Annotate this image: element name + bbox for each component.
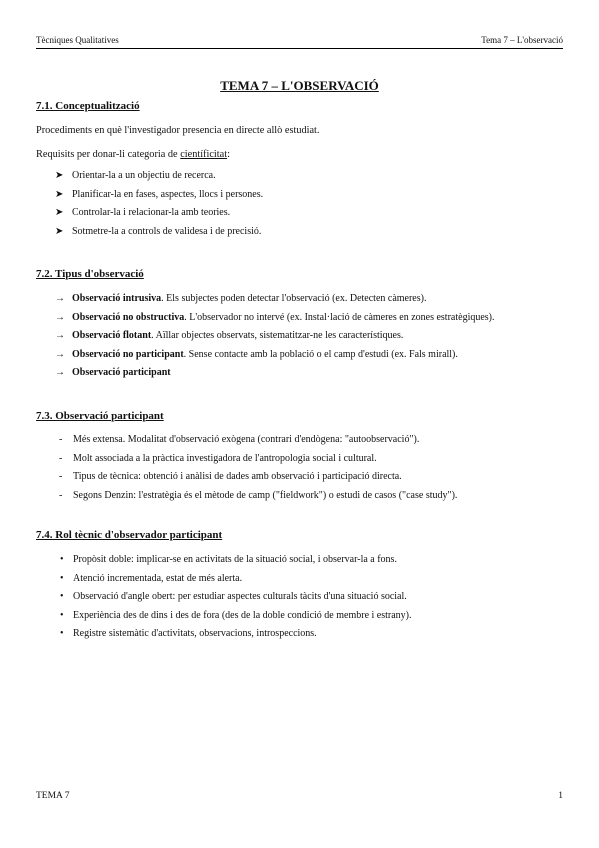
dash-bullet-icon: - [59, 434, 63, 445]
bullet-icon: • [60, 628, 64, 639]
list-item-text: Segons Denzin: l'estratègia és el mètode de camp ("fieldwork") o estudi de casos ("case study"). [73, 489, 458, 501]
header-left: Tècniques Qualitatives [36, 35, 119, 45]
dash-bullet-icon: - [59, 452, 63, 464]
section-heading-conceptualitzacio: 7.1. Conceptualització [36, 100, 140, 112]
section-1-paragraph-1: Procediments en què l'investigador presencia en directe allò estudiat. [36, 125, 320, 136]
page-title: TEMA 7 – L'OBSERVACIÓ [220, 78, 379, 93]
right-arrow-icon: → [55, 330, 65, 341]
term: Observació no obstructiva [72, 311, 185, 323]
term: Observació no participant [72, 348, 184, 360]
footer-left: TEMA 7 [36, 791, 70, 801]
list-item-text [72, 292, 426, 306]
list-item-text: Atenció incrementada, estat de més alerta. [73, 572, 243, 584]
list-item-text [72, 329, 403, 343]
section-heading-rol-tecnic: 7.4. Rol tècnic d'observador participant [36, 529, 223, 541]
definition: . Aïllar objectes observats, sistematitzar-ne les característiques. [151, 330, 404, 341]
arrowhead-bullet-icon: ➤ [55, 207, 64, 218]
term: Observació participant [72, 367, 171, 378]
dash-bullet-icon: - [59, 489, 63, 501]
page-number: 1 [558, 791, 563, 801]
list-item-text: Observació d'angle obert: per estudiar aspectes culturals tàcits d'una situació social. [73, 591, 407, 602]
right-arrow-icon: → [55, 293, 65, 304]
list-item-text: Tipus de tècnica: obtenció i anàlisi de dades amb observació i participació directa. [73, 471, 402, 482]
list-item-text: Més extensa. Modalitat d'observació exògena (contrari d'endògena: "autoobservació"). [73, 434, 420, 445]
list-item-text [72, 348, 458, 362]
bullet-icon: • [60, 609, 64, 621]
right-arrow-icon: → [55, 311, 65, 323]
list-item-text: Registre sistemàtic d'activitats, observacions, introspeccions. [73, 628, 317, 639]
definition: . Els subjectes poden detectar l'observació (ex. Detecten càmeres). [161, 293, 427, 304]
page-footer [36, 791, 563, 801]
bullet-icon: • [60, 591, 64, 602]
list-item-text: Orientar-la a un objectiu de recerca. [72, 170, 216, 181]
list-item-text: Sotmetre-la a controls de validesa i de precisió. [72, 225, 262, 237]
list-item-text: Propòsit doble: implicar-se en activitats de la situació social, i observar-la a fons. [73, 554, 397, 565]
list-item-text: Controlar-la i relacionar-la amb teories. [72, 207, 231, 218]
arrowhead-bullet-icon: ➤ [55, 188, 64, 200]
section-1-paragraph-2 [36, 149, 230, 160]
bullet-icon: • [60, 554, 64, 565]
arrowhead-bullet-icon: ➤ [55, 225, 64, 237]
arrowhead-bullet-icon: ➤ [55, 170, 64, 181]
right-arrow-icon: → [55, 348, 65, 360]
definition: . Sense contacte amb la població o el camp d'estudi (ex. Fals mirall). [183, 348, 458, 360]
list-item-text [72, 311, 495, 325]
cientificitat-term: científicitat [180, 149, 228, 160]
term: Observació intrusiva [72, 293, 162, 304]
list-item-text: Experiència des de dins i des de fora (des de la doble condició de membre i estrany). [73, 609, 412, 621]
para-colon: : [227, 149, 230, 160]
list-item-text: Molt associada a la pràctica investigadora de l'antropologia social i cultural. [73, 452, 377, 464]
term: Observació flotant [72, 330, 152, 341]
page-header [36, 34, 563, 49]
right-arrow-icon: → [55, 367, 65, 378]
list-item-text: Planificar-la en fases, aspectes, llocs i persones. [72, 188, 264, 200]
para-text: Requisits per donar-li categoria de [36, 149, 181, 160]
header-right: Tema 7 – L'observació [481, 35, 563, 45]
definition: . L'observador no intervé (ex. Instal·lació de càmeres en zones estratègiques). [184, 311, 495, 323]
bullet-icon: • [60, 572, 64, 584]
section-heading-tipus: 7.2. Tipus d'observació [36, 268, 144, 280]
list-item-text [72, 366, 171, 380]
dash-bullet-icon: - [59, 471, 63, 482]
section-heading-observacio-participant: 7.3. Observació participant [36, 410, 164, 422]
